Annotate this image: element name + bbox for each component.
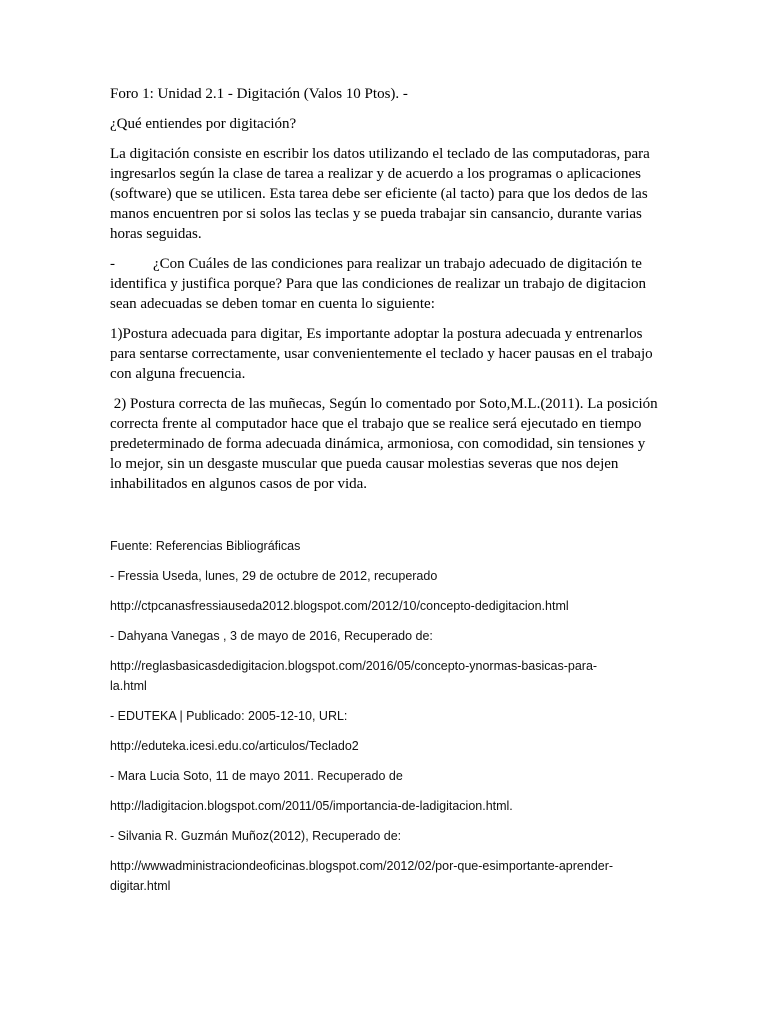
- reference-author-5: - Silvania R. Guzmán Muñoz(2012), Recuperado de:: [110, 829, 402, 843]
- question-1: ¿Qué entiendes por digitación?: [110, 116, 297, 132]
- list-dash: -: [110, 256, 115, 272]
- reference-author-4: - Mara Lucia Soto, 11 de mayo 2011. Recuperado de: [110, 769, 403, 783]
- reference-url-3: http://eduteka.icesi.edu.co/articulos/Teclado2: [110, 739, 359, 753]
- reference-author-1: - Fressia Useda, lunes, 29 de octubre de 2012, recuperado: [110, 569, 438, 583]
- point-2: 2) Postura correcta de las muñecas, Según lo comentado por Soto,M.L.(2011). La posición correcta frente al computador hace que el trabajo que se realice será ejecutado en tiempo predeterminado de forma adecuada dinámica, armoniosa, con comodidad, sin tensiones y lo mejor, sin un desgaste muscular que pueda causar molestias severas que nos dejen inhabilitados en algunos casos de por vida.: [110, 396, 662, 492]
- reference-url-5: http://wwwadministraciondeoficinas.blogspot.com/2012/02/por-que-esimportante-aprender-digitar.html: [110, 859, 614, 893]
- references-heading: Fuente: Referencias Bibliográficas: [110, 539, 301, 553]
- document-body: [110, 84, 660, 906]
- reference-author-2: - Dahyana Vanegas , 3 de mayo de 2016, Recuperado de:: [110, 629, 433, 643]
- references-section: [110, 536, 660, 896]
- point-1: 1)Postura adecuada para digitar, Es importante adoptar la postura adecuada y entrenarlos para sentarse correctamente, usar convenientemente el teclado y hacer pausas en el trabajo con alguna frecuencia.: [110, 326, 653, 382]
- reference-url-4: http://ladigitacion.blogspot.com/2011/05/importancia-de-ladigitacion.html.: [110, 799, 513, 813]
- reference-url-2: http://reglasbasicasdedigitacion.blogspot.com/2016/05/concepto-ynormas-basicas-para-la.html: [110, 659, 598, 693]
- question-2-paragraph: [110, 254, 660, 314]
- document-title: Foro 1: Unidad 2.1 - Digitación (Valos 10 Ptos). -: [110, 86, 408, 102]
- reference-url-1: http://ctpcanasfressiauseda2012.blogspot.com/2012/10/concepto-dedigitacion.html: [110, 599, 569, 613]
- reference-author-3: - EDUTEKA | Publicado: 2005-12-10, URL:: [110, 709, 348, 723]
- answer-1: La digitación consiste en escribir los datos utilizando el teclado de las computadoras, para ingresarlos según la clase de tarea a realizar y de acuerdo a los programas o aplicaciones (software) que se utilicen. Esta tarea debe ser eficiente (al tacto) para que los dedos de las manos encuentren por si solos las teclas y se pueda trabajar sin cansancio, durante varias horas seguidas.: [110, 146, 650, 242]
- question-2: ¿Con Cuáles de las condiciones para realizar un trabajo adecuado de digitación te identifica y justifica porque? Para que las condiciones de realizar un trabajo de digitacion sean adecuadas se deben tomar en cuenta lo siguiente:: [110, 256, 647, 312]
